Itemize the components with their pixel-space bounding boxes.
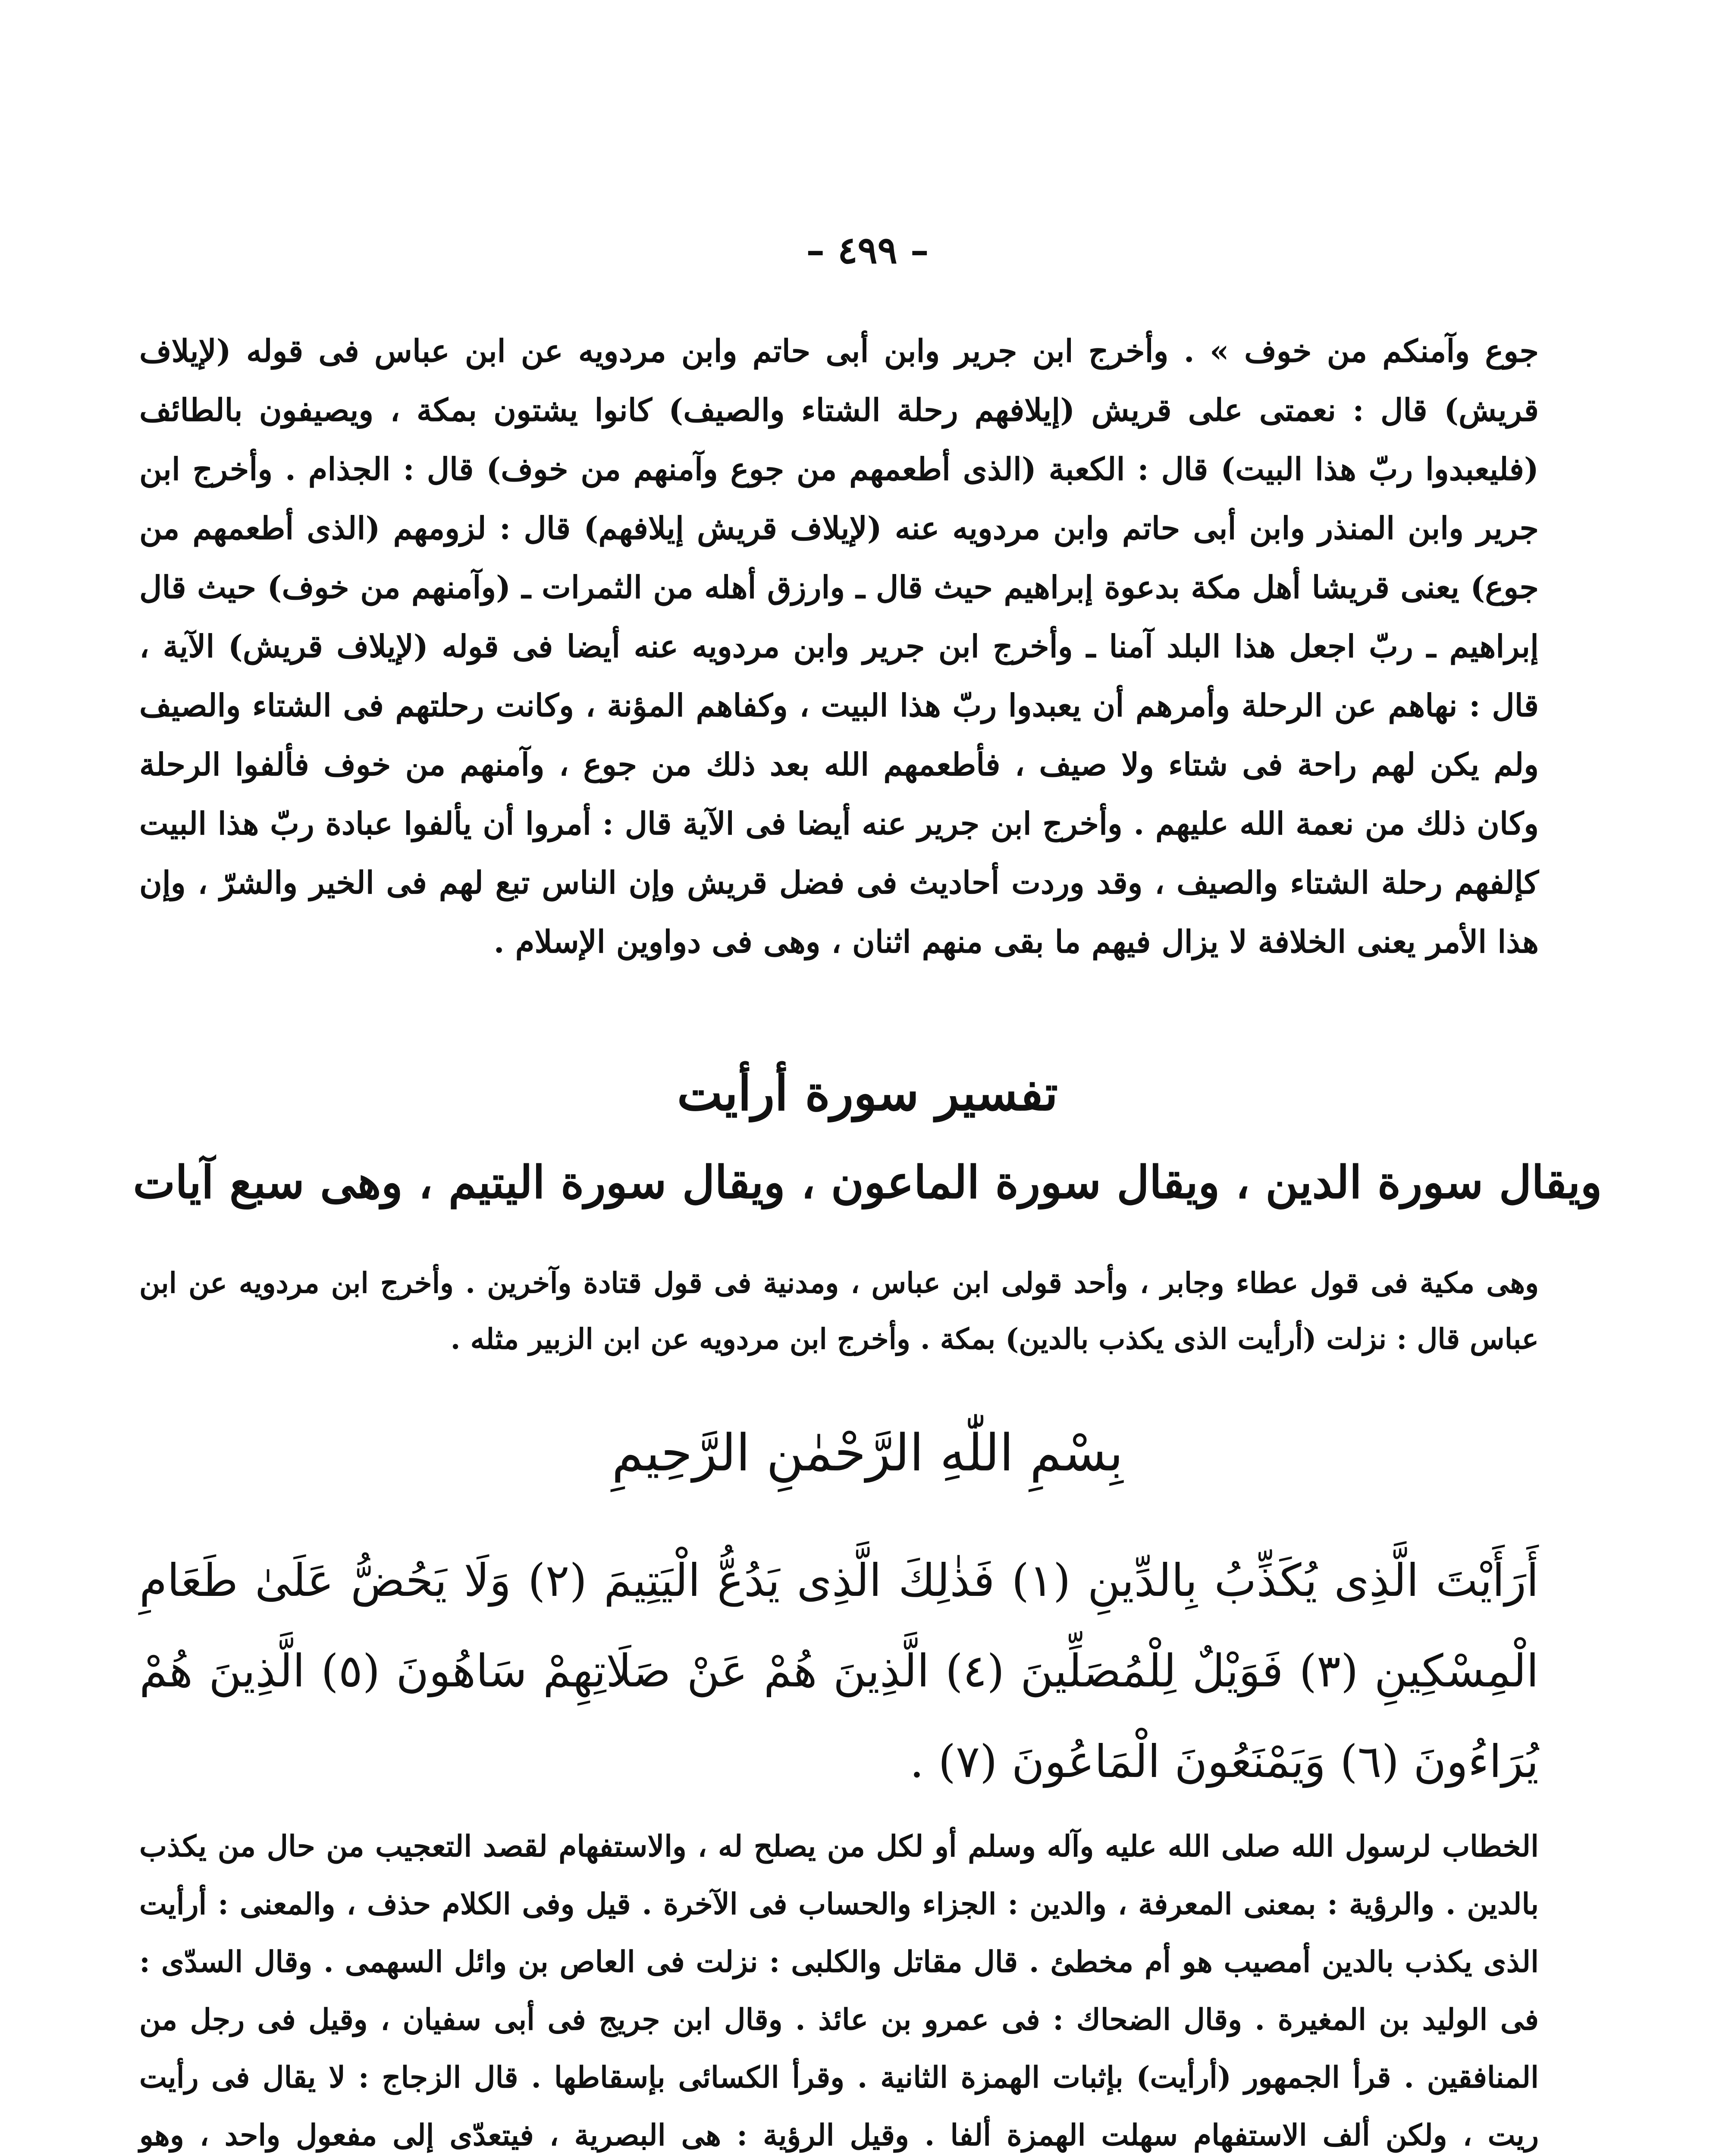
tafsir-paragraph-quraysh: جوع وآمنكم من خوف » . وأخرج ابن جرير وابن أبى حاتم وابن مردويه عن ابن عباس فى قوله (لإيلاف قريش) قال : نعمتى على قريش (إيلافهم رحلة الشتاء والصيف) كانوا يشتون بمكة ، ويصيفون بالطائف (فليعبدوا ربّ هذا البيت) قال : الكعبة (الذى أطعمهم من جوع وآمنهم من خوف) قال : الجذام . وأخرج ابن جرير وابن المنذر وابن أبى حاتم وابن مردويه عنه (لإيلاف قريش إيلافهم) قال : لزومهم (الذى أطعمهم من جوع) يعنى قريشا أهل مكة بدعوة إبراهيم حيث قال ـ وارزق أهله من الثمرات ـ (وآمنهم من خوف) حيث قال إبراهيم ـ ربّ اجعل هذا البلد آمنا ـ وأخرج ابن جرير وابن مردويه عنه أيضا فى قوله (لإيلاف قريش) الآية ، قال : نهاهم عن الرحلة وأمرهم أن يعبدوا ربّ هذا البيت ، وكفاهم المؤنة ، وكانت رحلتهم فى الشتاء والصيف ولم يكن لهم راحة فى شتاء ولا صيف ، فأطعمهم الله بعد ذلك من جوع ، وآمنهم من خوف فألفوا الرحلة وكان ذلك من نعمة الله عليهم . وأخرج ابن جرير عنه أيضا فى الآية قال : أمروا أن يألفوا عبادة ربّ هذا البيت كإلفهم رحلة الشتاء والصيف ، وقد وردت أحاديث فى فضل قريش وإن الناس تبع لهم فى الخير والشرّ ، وإن هذا الأمر يعنى الخلافة لا يزال فيهم ما بقى منهم اثنان ، وهى فى دواوين الإسلام .: [139, 332, 1539, 960]
page-number: – ٤٩٩ –: [806, 229, 929, 272]
surah-title: تفسير سورة أرأيت: [677, 1065, 1058, 1122]
surah-intro-paragraph: وهى مكية فى قول عطاء وجابر ، وأحد قولى ابن عباس ، ومدنية فى قول قتادة وآخرين . وأخرج ابن مردويه عن ابن عباس قال : نزلت (أرأيت الذى يكذب بالدين) بمكة . وأخرج ابن مردويه عن ابن الزبير مثله .: [139, 1266, 1539, 1356]
quran-verses: أَرَأَيْتَ الَّذِى يُكَذِّبُ بِالدِّينِ (١) فَذٰلِكَ الَّذِى يَدُعُّ الْيَتِيمَ (٢) وَلَا يَحُضُّ عَلَىٰ طَعَامِ الْمِسْكِينِ (٣) فَوَيْلٌ لِلْمُصَلِّينَ (٤) الَّذِينَ هُمْ عَنْ صَلَاتِهِمْ سَاهُونَ (٥) الَّذِينَ هُمْ يُرَاءُونَ (٦) وَيَمْنَعُونَ الْمَاعُونَ (٧) .: [139, 1554, 1539, 1788]
tafsir-commentary-paragraph: الخطاب لرسول الله صلى الله عليه وآله وسلم أو لكل من يصلح له ، والاستفهام لقصد التعجيب من حال من يكذب بالدين . والرؤية : بمعنى المعرفة ، والدين : الجزاء والحساب فى الآخرة . قيل وفى الكلام حذف ، والمعنى : أرأيت الذى يكذب بالدين أمصيب هو أم مخطئ . قال مقاتل والكلبى : نزلت فى العاص بن وائل السهمى . وقال السدّى : فى الوليد بن المغيرة . وقال الضحاك : فى عمرو بن عائذ . وقال ابن جريج فى أبى سفيان ، وقيل فى رجل من المنافقين . قرأ الجمهور (أرأيت) بإثبات الهمزة الثانية . وقرأ الكسائى بإسقاطها . قال الزجاج : لا يقال فى رأيت ريت ، ولكن ألف الاستفهام سهلت الهمزة ألفا . وقيل الرؤية : هى البصرية ، فيتعدّى إلى مفعول واحد ، وهو: [139, 1829, 1539, 2153]
basmala: بِسْمِ اللّٰهِ الرَّحْمٰنِ الرَّحِيمِ: [612, 1423, 1123, 1482]
surah-subtitle: ويقال سورة الدين ، ويقال سورة الماعون ، ويقال سورة اليتيم ، وهى سبع آيات: [133, 1156, 1602, 1209]
